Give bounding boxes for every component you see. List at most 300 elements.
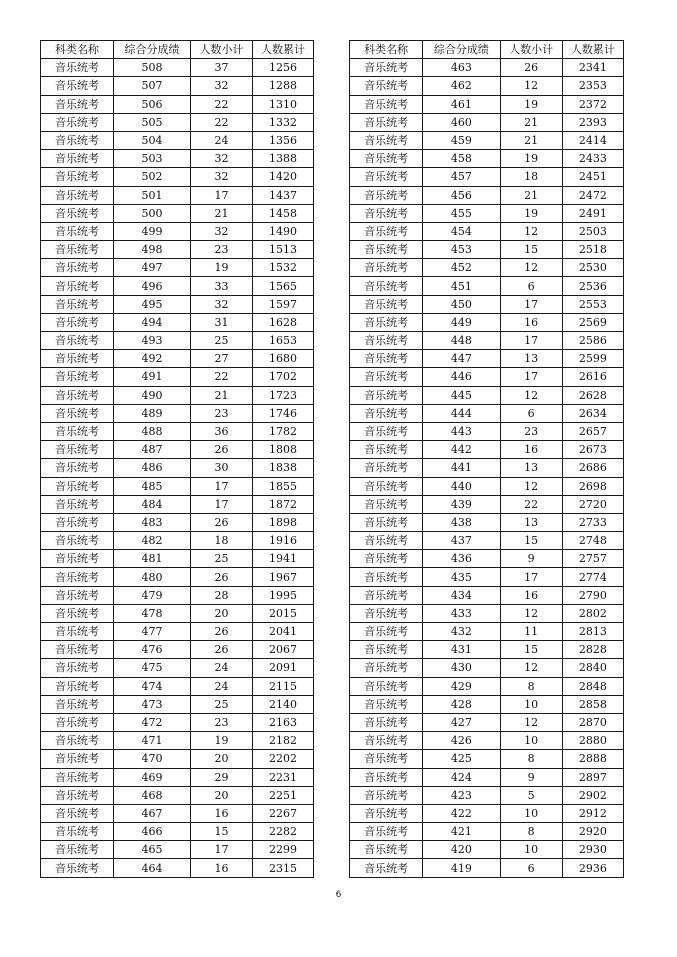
- table-row: [350, 841, 624, 859]
- score-cell: 459: [423, 131, 500, 149]
- category-cell: 音乐统考: [350, 732, 423, 750]
- category-cell: 音乐统考: [350, 95, 423, 113]
- category-cell: 音乐统考: [41, 677, 114, 695]
- table-row: [350, 77, 624, 95]
- score-cell: 450: [423, 295, 500, 313]
- subtotal-cell: 9: [500, 550, 562, 568]
- header-score: 综合分成绩: [114, 41, 191, 59]
- table-row: [41, 823, 314, 841]
- subtotal-cell: 26: [191, 441, 253, 459]
- subtotal-cell: 25: [191, 695, 253, 713]
- category-cell: 音乐统考: [41, 495, 114, 513]
- category-cell: 音乐统考: [350, 295, 423, 313]
- score-cell: 496: [114, 277, 191, 295]
- subtotal-cell: 24: [191, 677, 253, 695]
- cumulative-cell: 1597: [253, 295, 314, 313]
- category-cell: 音乐统考: [41, 241, 114, 259]
- table-row: [41, 841, 314, 859]
- score-cell: 434: [423, 586, 500, 604]
- cumulative-cell: 2920: [562, 823, 623, 841]
- category-cell: 音乐统考: [350, 550, 423, 568]
- score-cell: 472: [114, 713, 191, 731]
- score-cell: 444: [423, 404, 500, 422]
- subtotal-cell: 12: [500, 77, 562, 95]
- cumulative-cell: 1653: [253, 332, 314, 350]
- subtotal-cell: 13: [500, 459, 562, 477]
- category-cell: 音乐统考: [350, 513, 423, 531]
- table-row: [350, 659, 624, 677]
- subtotal-cell: 17: [191, 495, 253, 513]
- subtotal-cell: 17: [500, 368, 562, 386]
- cumulative-cell: 1388: [253, 150, 314, 168]
- category-cell: 音乐统考: [41, 277, 114, 295]
- subtotal-cell: 10: [500, 841, 562, 859]
- header-score: 综合分成绩: [423, 41, 500, 59]
- score-cell: 426: [423, 732, 500, 750]
- table-row: [350, 295, 624, 313]
- table-row: [41, 441, 314, 459]
- category-cell: 音乐统考: [41, 168, 114, 186]
- cumulative-cell: 2115: [253, 677, 314, 695]
- cumulative-cell: 1916: [253, 532, 314, 550]
- cumulative-cell: 1565: [253, 277, 314, 295]
- category-cell: 音乐统考: [41, 568, 114, 586]
- header-category: 科类名称: [350, 41, 423, 59]
- cumulative-cell: 1872: [253, 495, 314, 513]
- subtotal-cell: 15: [500, 241, 562, 259]
- cumulative-cell: 2491: [562, 204, 623, 222]
- score-cell: 446: [423, 368, 500, 386]
- category-cell: 音乐统考: [41, 713, 114, 731]
- table-row: [350, 550, 624, 568]
- cumulative-cell: 1808: [253, 441, 314, 459]
- cumulative-cell: 2840: [562, 659, 623, 677]
- score-cell: 425: [423, 750, 500, 768]
- subtotal-cell: 12: [500, 713, 562, 731]
- table-row: [350, 823, 624, 841]
- score-cell: 504: [114, 131, 191, 149]
- subtotal-cell: 10: [500, 695, 562, 713]
- score-cell: 488: [114, 422, 191, 440]
- subtotal-cell: 30: [191, 459, 253, 477]
- subtotal-cell: 19: [500, 204, 562, 222]
- cumulative-cell: 1680: [253, 350, 314, 368]
- subtotal-cell: 25: [191, 550, 253, 568]
- table-body: [350, 59, 624, 877]
- cumulative-cell: 2282: [253, 823, 314, 841]
- category-cell: 音乐统考: [41, 604, 114, 622]
- category-cell: 音乐统考: [350, 532, 423, 550]
- subtotal-cell: 12: [500, 604, 562, 622]
- subtotal-cell: 19: [191, 259, 253, 277]
- category-cell: 音乐统考: [350, 277, 423, 295]
- table-row: [41, 95, 314, 113]
- table-row: [350, 59, 624, 77]
- category-cell: 音乐统考: [41, 786, 114, 804]
- table-row: [350, 495, 624, 513]
- category-cell: 音乐统考: [41, 623, 114, 641]
- category-cell: 音乐统考: [41, 59, 114, 77]
- table-row: [41, 623, 314, 641]
- table-row: [41, 350, 314, 368]
- subtotal-cell: 13: [500, 513, 562, 531]
- cumulative-cell: 1288: [253, 77, 314, 95]
- table-row: [350, 150, 624, 168]
- table-row: [41, 550, 314, 568]
- subtotal-cell: 23: [500, 422, 562, 440]
- score-cell: 453: [423, 241, 500, 259]
- score-cell: 495: [114, 295, 191, 313]
- subtotal-cell: 5: [500, 786, 562, 804]
- subtotal-cell: 24: [191, 659, 253, 677]
- category-cell: 音乐统考: [350, 459, 423, 477]
- table-row: [41, 859, 314, 877]
- score-cell: 421: [423, 823, 500, 841]
- category-cell: 音乐统考: [41, 586, 114, 604]
- table-row: [41, 495, 314, 513]
- subtotal-cell: 20: [191, 750, 253, 768]
- score-cell: 480: [114, 568, 191, 586]
- subtotal-cell: 15: [500, 641, 562, 659]
- subtotal-cell: 22: [191, 368, 253, 386]
- table-row: [41, 204, 314, 222]
- cumulative-cell: 2451: [562, 168, 623, 186]
- subtotal-cell: 12: [500, 259, 562, 277]
- category-cell: 音乐统考: [41, 77, 114, 95]
- subtotal-cell: 15: [191, 823, 253, 841]
- category-cell: 音乐统考: [350, 859, 423, 877]
- subtotal-cell: 16: [500, 586, 562, 604]
- score-cell: 484: [114, 495, 191, 513]
- subtotal-cell: 17: [191, 477, 253, 495]
- score-cell: 498: [114, 241, 191, 259]
- category-cell: 音乐统考: [350, 586, 423, 604]
- table-row: [41, 150, 314, 168]
- table-row: [350, 786, 624, 804]
- score-cell: 440: [423, 477, 500, 495]
- category-cell: 音乐统考: [350, 131, 423, 149]
- cumulative-cell: 2530: [562, 259, 623, 277]
- score-cell: 500: [114, 204, 191, 222]
- score-cell: 454: [423, 222, 500, 240]
- score-cell: 471: [114, 732, 191, 750]
- score-cell: 438: [423, 513, 500, 531]
- cumulative-cell: 2163: [253, 713, 314, 731]
- subtotal-cell: 20: [191, 604, 253, 622]
- score-table-left: [40, 40, 314, 878]
- cumulative-cell: 2897: [562, 768, 623, 786]
- category-cell: 音乐统考: [350, 150, 423, 168]
- table-row: [41, 386, 314, 404]
- score-cell: 435: [423, 568, 500, 586]
- table-row: [350, 750, 624, 768]
- score-cell: 482: [114, 532, 191, 550]
- table-row: [350, 768, 624, 786]
- subtotal-cell: 17: [500, 295, 562, 313]
- subtotal-cell: 21: [191, 204, 253, 222]
- table-row: [350, 404, 624, 422]
- table-row: [41, 804, 314, 822]
- cumulative-cell: 2628: [562, 386, 623, 404]
- category-cell: 音乐统考: [350, 695, 423, 713]
- subtotal-cell: 19: [191, 732, 253, 750]
- subtotal-cell: 33: [191, 277, 253, 295]
- score-cell: 443: [423, 422, 500, 440]
- subtotal-cell: 6: [500, 277, 562, 295]
- cumulative-cell: 2393: [562, 113, 623, 131]
- cumulative-cell: 2503: [562, 222, 623, 240]
- category-cell: 音乐统考: [350, 677, 423, 695]
- table-row: [350, 859, 624, 877]
- score-cell: 501: [114, 186, 191, 204]
- subtotal-cell: 18: [500, 168, 562, 186]
- cumulative-cell: 2870: [562, 713, 623, 731]
- subtotal-cell: 23: [191, 241, 253, 259]
- cumulative-cell: 2848: [562, 677, 623, 695]
- table-row: [41, 532, 314, 550]
- cumulative-cell: 2720: [562, 495, 623, 513]
- cumulative-cell: 2902: [562, 786, 623, 804]
- score-cell: 467: [114, 804, 191, 822]
- score-cell: 475: [114, 659, 191, 677]
- cumulative-cell: 2041: [253, 623, 314, 641]
- category-cell: 音乐统考: [350, 241, 423, 259]
- table-row: [41, 732, 314, 750]
- subtotal-cell: 8: [500, 823, 562, 841]
- score-cell: 460: [423, 113, 500, 131]
- subtotal-cell: 23: [191, 404, 253, 422]
- cumulative-cell: 1310: [253, 95, 314, 113]
- table-row: [41, 422, 314, 440]
- table-row: [41, 659, 314, 677]
- cumulative-cell: 1995: [253, 586, 314, 604]
- table-row: [41, 604, 314, 622]
- cumulative-cell: 1356: [253, 131, 314, 149]
- table-row: [350, 732, 624, 750]
- score-cell: 447: [423, 350, 500, 368]
- category-cell: 音乐统考: [41, 368, 114, 386]
- table-row: [350, 532, 624, 550]
- table-row: [41, 59, 314, 77]
- subtotal-cell: 24: [191, 131, 253, 149]
- score-cell: 422: [423, 804, 500, 822]
- table-row: [350, 441, 624, 459]
- cumulative-cell: 2858: [562, 695, 623, 713]
- category-cell: 音乐统考: [41, 95, 114, 113]
- table-row: [350, 695, 624, 713]
- score-cell: 469: [114, 768, 191, 786]
- score-cell: 487: [114, 441, 191, 459]
- category-cell: 音乐统考: [41, 131, 114, 149]
- cumulative-cell: 2299: [253, 841, 314, 859]
- category-cell: 音乐统考: [41, 386, 114, 404]
- score-cell: 470: [114, 750, 191, 768]
- subtotal-cell: 6: [500, 859, 562, 877]
- score-cell: 463: [423, 59, 500, 77]
- table-body: [41, 59, 314, 877]
- category-cell: 音乐统考: [350, 113, 423, 131]
- category-cell: 音乐统考: [41, 404, 114, 422]
- category-cell: 音乐统考: [41, 768, 114, 786]
- subtotal-cell: 23: [191, 713, 253, 731]
- cumulative-cell: 1437: [253, 186, 314, 204]
- score-cell: 461: [423, 95, 500, 113]
- category-cell: 音乐统考: [41, 695, 114, 713]
- cumulative-cell: 2757: [562, 550, 623, 568]
- score-cell: 429: [423, 677, 500, 695]
- table-row: [41, 131, 314, 149]
- subtotal-cell: 17: [500, 568, 562, 586]
- table-row: [350, 477, 624, 495]
- table-row: [41, 295, 314, 313]
- subtotal-cell: 25: [191, 332, 253, 350]
- category-cell: 音乐统考: [350, 495, 423, 513]
- table-row: [350, 186, 624, 204]
- score-cell: 457: [423, 168, 500, 186]
- score-cell: 474: [114, 677, 191, 695]
- cumulative-cell: 2634: [562, 404, 623, 422]
- score-cell: 445: [423, 386, 500, 404]
- cumulative-cell: 2414: [562, 131, 623, 149]
- cumulative-cell: 1332: [253, 113, 314, 131]
- category-cell: 音乐统考: [41, 332, 114, 350]
- score-cell: 464: [114, 859, 191, 877]
- score-cell: 419: [423, 859, 500, 877]
- category-cell: 音乐统考: [41, 150, 114, 168]
- table-header: [350, 41, 624, 59]
- category-cell: 音乐统考: [350, 77, 423, 95]
- cumulative-cell: 1458: [253, 204, 314, 222]
- cumulative-cell: 2774: [562, 568, 623, 586]
- cumulative-cell: 2182: [253, 732, 314, 750]
- cumulative-cell: 2673: [562, 441, 623, 459]
- category-cell: 音乐统考: [350, 768, 423, 786]
- table-row: [41, 77, 314, 95]
- category-cell: 音乐统考: [350, 623, 423, 641]
- category-cell: 音乐统考: [41, 532, 114, 550]
- category-cell: 音乐统考: [350, 186, 423, 204]
- subtotal-cell: 37: [191, 59, 253, 77]
- table-row: [41, 186, 314, 204]
- cumulative-cell: 2067: [253, 641, 314, 659]
- cumulative-cell: 1746: [253, 404, 314, 422]
- subtotal-cell: 32: [191, 295, 253, 313]
- cumulative-cell: 2140: [253, 695, 314, 713]
- category-cell: 音乐统考: [350, 204, 423, 222]
- table-row: [41, 313, 314, 331]
- score-cell: 485: [114, 477, 191, 495]
- table-row: [350, 604, 624, 622]
- category-cell: 音乐统考: [350, 786, 423, 804]
- table-row: [41, 713, 314, 731]
- score-cell: 465: [114, 841, 191, 859]
- category-cell: 音乐统考: [350, 368, 423, 386]
- score-cell: 473: [114, 695, 191, 713]
- table-row: [350, 241, 624, 259]
- cumulative-cell: 2015: [253, 604, 314, 622]
- category-cell: 音乐统考: [350, 422, 423, 440]
- header-cumulative: 人数累计: [562, 41, 623, 59]
- table-row: [41, 641, 314, 659]
- score-cell: 448: [423, 332, 500, 350]
- subtotal-cell: 21: [500, 186, 562, 204]
- category-cell: 音乐统考: [350, 222, 423, 240]
- subtotal-cell: 29: [191, 768, 253, 786]
- table-row: [350, 677, 624, 695]
- subtotal-cell: 31: [191, 313, 253, 331]
- cumulative-cell: 2912: [562, 804, 623, 822]
- subtotal-cell: 22: [500, 495, 562, 513]
- cumulative-cell: 2472: [562, 186, 623, 204]
- score-cell: 431: [423, 641, 500, 659]
- score-cell: 493: [114, 332, 191, 350]
- score-cell: 490: [114, 386, 191, 404]
- score-cell: 492: [114, 350, 191, 368]
- table-row: [350, 277, 624, 295]
- cumulative-cell: 2599: [562, 350, 623, 368]
- score-cell: 456: [423, 186, 500, 204]
- cumulative-cell: 2930: [562, 841, 623, 859]
- cumulative-cell: 2569: [562, 313, 623, 331]
- score-cell: 476: [114, 641, 191, 659]
- table-row: [41, 404, 314, 422]
- subtotal-cell: 13: [500, 350, 562, 368]
- score-table-right: [349, 40, 624, 878]
- cumulative-cell: 2586: [562, 332, 623, 350]
- table-row: [41, 113, 314, 131]
- category-cell: 音乐统考: [41, 441, 114, 459]
- score-cell: 466: [114, 823, 191, 841]
- cumulative-cell: 2880: [562, 732, 623, 750]
- cumulative-cell: 1898: [253, 513, 314, 531]
- category-cell: 音乐统考: [41, 222, 114, 240]
- score-cell: 507: [114, 77, 191, 95]
- score-cell: 452: [423, 259, 500, 277]
- category-cell: 音乐统考: [41, 823, 114, 841]
- subtotal-cell: 16: [500, 313, 562, 331]
- score-cell: 462: [423, 77, 500, 95]
- subtotal-cell: 19: [500, 95, 562, 113]
- cumulative-cell: 2536: [562, 277, 623, 295]
- category-cell: 音乐统考: [41, 513, 114, 531]
- category-cell: 音乐统考: [41, 259, 114, 277]
- score-cell: 458: [423, 150, 500, 168]
- table-row: [350, 95, 624, 113]
- score-cell: 428: [423, 695, 500, 713]
- table-row: [350, 131, 624, 149]
- score-cell: 451: [423, 277, 500, 295]
- score-cell: 481: [114, 550, 191, 568]
- subtotal-cell: 26: [191, 623, 253, 641]
- score-cell: 505: [114, 113, 191, 131]
- score-cell: 424: [423, 768, 500, 786]
- cumulative-cell: 2936: [562, 859, 623, 877]
- category-cell: 音乐统考: [350, 313, 423, 331]
- category-cell: 音乐统考: [41, 659, 114, 677]
- subtotal-cell: 19: [500, 150, 562, 168]
- cumulative-cell: 1723: [253, 386, 314, 404]
- subtotal-cell: 22: [191, 95, 253, 113]
- cumulative-cell: 2802: [562, 604, 623, 622]
- score-cell: 468: [114, 786, 191, 804]
- score-cell: 478: [114, 604, 191, 622]
- cumulative-cell: 2733: [562, 513, 623, 531]
- score-cell: 449: [423, 313, 500, 331]
- table-row: [41, 513, 314, 531]
- score-cell: 497: [114, 259, 191, 277]
- subtotal-cell: 10: [500, 804, 562, 822]
- cumulative-cell: 1420: [253, 168, 314, 186]
